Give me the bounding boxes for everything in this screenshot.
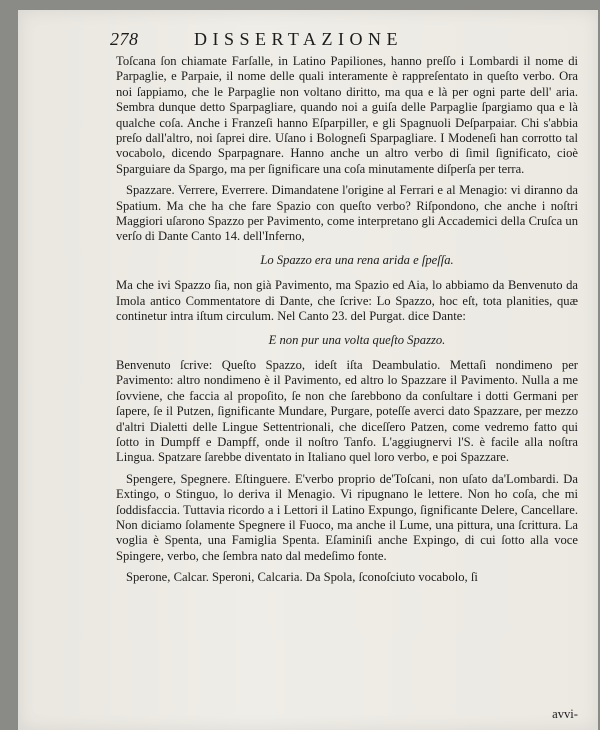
page-number: 278	[110, 29, 139, 49]
header-title: DISSERTAZIONE	[194, 29, 403, 49]
catchword: avvi-	[552, 707, 578, 721]
paragraph-spazzare: Spazzare. Verrere, Everrere. Dimandatene l'origine al Ferrari e al Menagio: vi diranno da Spatium. Ma che ha che fare Spazio con queſto verbo? Riſpondono, che anche i noſtri Maggiori uſarono Spazzo per Pavimento, come interpretano gli Accademici della Cruſca un verſo di Dante Canto 14. dell'Inferno,	[116, 183, 578, 244]
paragraph-pavimento: Benvenuto ſcrive: Queſto Spazzo, ideſt iſta Deambulatio. Mettaſi nondimeno per Pavimento: altro nondimeno è il Pavimento, ed altro lo Spazzare il Pavimento. Nulla a me ſovviene, che faccia al propoſito, ſe non che ſarebbono da conſultare i dotti Germani per ſapere, ſe il Putzen, ſignificante Mundare, Purgare, poteſſe averci dato Spazzare, per mezzo d'altri Dialetti delle Lingue Settentrionali, che diceſſero Patzen, come vedremo fatto qui ſotto in Dumpff e Dampff, onde il noſtro Tanfo. L'aggiugnervi l'S. è facile alla noſtra Lingua. Spatzare ſarebbe diventato in Italiano quel loro verbo, e poi Spazzare.	[116, 357, 578, 465]
paragraph-sparpagliare: Toſcana ſon chiamate Farſalle, in Latino Papiliones, hanno preſſo i Lombardi il nome di Parpaglie, e Parpaie, il nome delle quali interamente è rappreſentato in queſto verbo. Ora noi ſappiamo, che le Parpaglie non voltano diritto, ma qua e là per ogni parte dell' aria. Sembra dunque detto Sparpagliare, quando noi a guiſa delle Parpaglie ſpargiamo qua e là qualche coſa. Anche i Franzeſi hanno Eſparpiller, e gli Spagnuoli Deſparpaiar. Chi s'abbia preſo dall'altro, noi ſaprei dire. Uſano i Bologneſi Sparpagliare. I Modeneſi han corrotto tal vocabolo, dicendo Sparpagnare. Hanno anche un altro verbo di ſimil ſignificato, cioè Sparguiare da Spargo, ma per ſignificare una coſa minutamente diſperſa per terra.	[116, 54, 578, 176]
running-head	[110, 29, 578, 52]
page-content	[110, 29, 578, 721]
paragraph-sperone: Sperone, Calcar. Speroni, Calcaria. Da Spola, ſconoſciuto vocabolo, ſi	[126, 570, 478, 585]
book-page	[18, 10, 598, 730]
quote-inferno: Lo Spazzo era una rena arida e ſpeſſa.	[260, 252, 454, 267]
paragraph-spengere: Spengere, Spegnere. Eſtinguere. E'verbo proprio de'Toſcani, non uſato da'Lombardi. Da Extingo, o Stinguo, lo deriva il Menagio. Vi ripugnano le lettere. Non ho coſa, che mi ſoddisfaccia. Tuttavia ricordo a i Lettori il Latino Expungo, ſignificante Delere, Cancellare. Non diciamo ſolamente Spegnere il Fuoco, ma anche il Lume, una pittura, una ſcrittura. La voglia è Spenta, una Famiglia Spenta. Eſaminiſi anche Expingo, di cui ſotto alla voce Spingere, verbo, che ſembra nato dal medeſimo fonte.	[116, 471, 578, 563]
paragraph-benvenuto: Ma che ivi Spazzo ſia, non già Pavimento, ma Spazio ed Aia, lo abbiamo da Benvenuto da Imola antico Commentatore di Dante, che ſcrive: Lo Spazzo, hoc eſt, tota planities, quæ continetur intra iſtum circulum. Nel Canto 23. del Purgat. dice Dante:	[116, 278, 578, 324]
quote-purgatorio: E non pur una volta queſto Spazzo.	[268, 332, 446, 347]
